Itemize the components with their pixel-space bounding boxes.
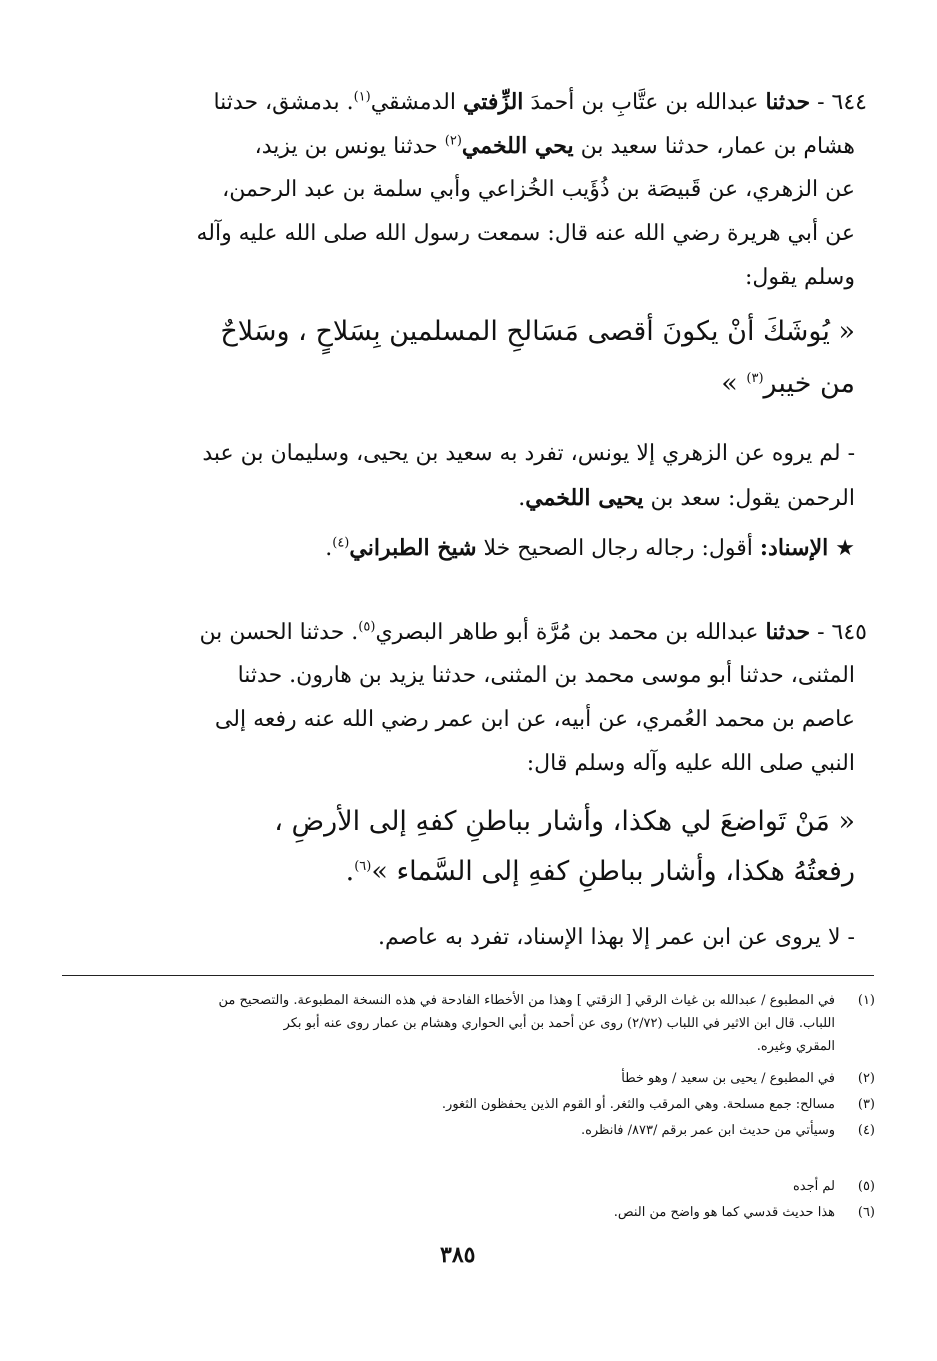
footnote-number: (٣) [857,1097,875,1112]
hadith-quote: « مَنْ تَواضعَ لي هكذا، وأشار بباطنِ كفهِ إلى الأرضِ ، [274,806,855,837]
hadith-number: ٦٤٥ [831,620,867,645]
entry-line: وسلم يقول: [745,265,855,290]
star-icon: ★ [835,536,855,561]
lead-word: حدثنا [765,89,811,115]
narrator-name: يحي اللخمي [461,133,574,159]
entry-line: عن أبي هريرة رضي الله عنه قال: سمعت رسول الله صلى الله عليه وآله [196,221,855,246]
hadith-quote: « يُوشَكَ أنْ يكونَ أقصى مَسَالحِ المسلمين بِسَلاحٍ ، وسَلاحٌ [220,316,855,347]
entry-note: - لا يروى عن ابن عمر إلا بهذا الإسناد، تفرد به عاصم. [377,925,855,950]
footnote-ref[interactable]: (١) [353,89,371,105]
footnote-text: المقري وغيره. [756,1039,835,1054]
isnad-label: الإسناد: [759,535,829,561]
entry-note: الرحمن يقول: سعد بن يحيى اللخمي. [518,485,855,511]
lead-word: حدثنا [765,619,811,645]
entry-note: - لم يروه عن الزهري إلا يونس، تفرد به سعيد بن يحيى، وسليمان بن عبد [202,441,855,466]
footnote-ref[interactable]: (٣) [746,371,764,386]
hadith-quote: رفعتُهُ هكذا، وأشار بباطنِ كفهِ إلى السَّماء »$^{(٦)}$. [345,856,855,887]
footnote-text: في المطبوع / عبدالله بن غياث الرقي [ الزقتي ] وهذا من الأخطاء الفادحة في هذه النسخة المطبوعة. والتصحيح من [218,993,835,1008]
hadith-quote: من خيبر$^{(٣)}$ » [721,368,855,399]
isnad-assessment: ★ الإسناد: أقول: رجاله رجال الصحيح خلا شيخ الطبراني$^{(٤)}$. [325,535,855,561]
footnote-text: وسيأتي من حديث ابن عمر برقم /٨٧٣/ فانظره. [580,1123,835,1138]
footnote-ref[interactable]: (٢) [444,133,462,149]
footnote-number: (٥) [857,1179,875,1194]
footnote-ref[interactable]: (٤) [332,535,350,551]
entry-line: النبي صلى الله عليه وآله وسلم قال: [526,751,855,776]
entry-line: ٦٤٤ - حدثنا عبدالله بن عتَّابِ بن أحمدَ الزِّفتي الدمشقي$^{(١)}$. بدمشق، حدثنا [213,89,867,115]
narrator-name: الزِّفتي [462,89,524,115]
entry-line: المثنى، حدثنا أبو موسى محمد بن المثنى، حدثنا يزيد بن هارون. حدثنا [237,663,855,688]
footnote-ref[interactable]: (٦) [354,859,372,874]
page-number: ٣٨٥ [440,1242,476,1268]
footnote-text: هذا حديث قدسي كما هو واضح من النص. [613,1205,835,1220]
entry-line: عن الزهري، عن قَبيصَة بن ذُؤَيب الخُزاعي وأبي سلمة بن عبد الرحمن، [222,177,855,202]
footnote-number: (٢) [857,1071,875,1086]
entry-line: عاصم بن محمد العُمري، عن أبيه، عن ابن عمر رضي الله عنه رفعه إلى [214,707,855,732]
footnote-ref[interactable]: (٥) [358,619,376,635]
footnote-number: (٦) [857,1205,875,1220]
footnote-text: في المطبوع / يحيى بن سعيد / وهو خطأ [621,1071,835,1086]
footnote-number: (١) [857,993,875,1008]
hadith-number: ٦٤٤ [831,90,867,115]
footnote-text: لم أجده [792,1179,835,1194]
entry-line: ٦٤٥ - حدثنا عبدالله بن محمد بن مُرَّة أبو طاهر البصري$^{(٥)}$. حدثنا الحسن بن [199,619,867,645]
footnote-text: اللباب. قال ابن الاثير في اللباب (٢/٧٢) روى عن أحمد بن أبي الحواري وهشام بن عمار روى عنه أبو بكر [283,1016,835,1031]
footnote-text: مسالح: جمع مسلحة. وهي المرقب والثغر. أو القوم الذين يحفظون الثغور. [441,1097,835,1112]
entry-line: هشام بن عمار، حدثنا سعيد بن يحي اللخمي$^{(٢)}$ حدثنا يونس بن يزيد، [254,133,855,159]
footnote-number: (٤) [857,1123,875,1138]
footnote-divider [62,975,874,976]
